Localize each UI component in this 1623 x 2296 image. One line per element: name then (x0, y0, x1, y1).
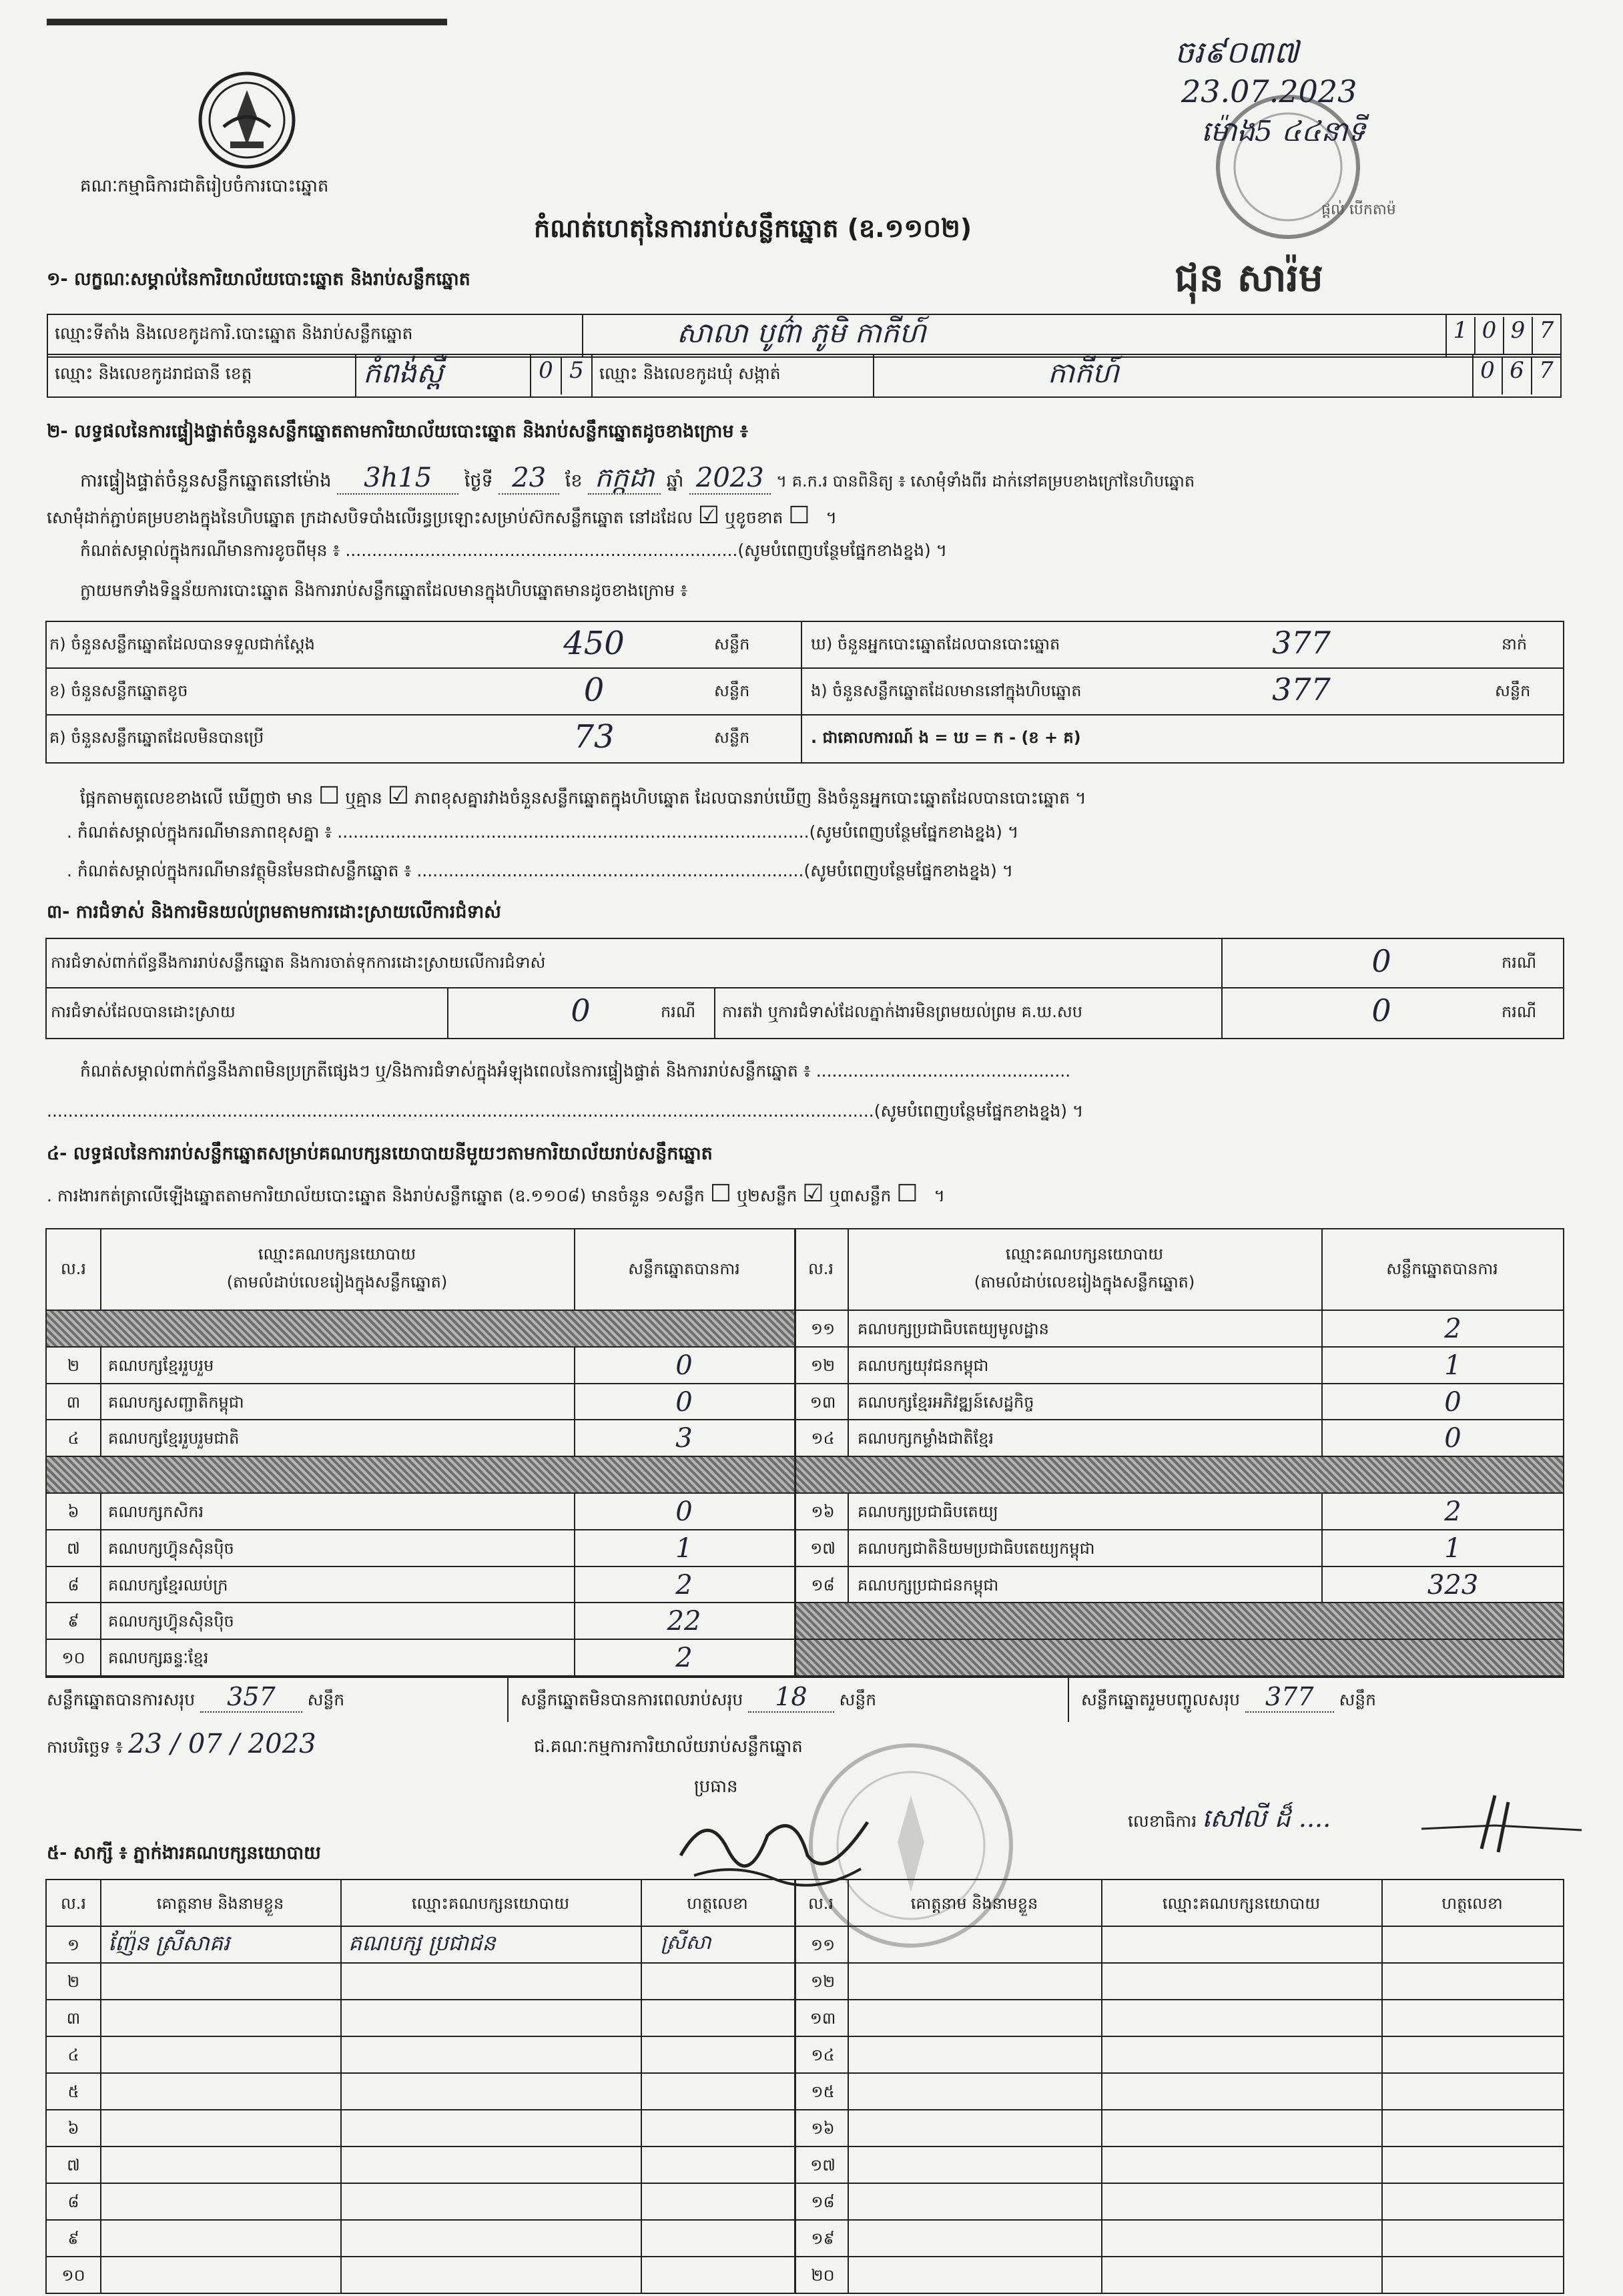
row1-value: សាលា បូព៌ា ភូមិ កាកីហ៍ (583, 314, 1446, 357)
verify-text-c: ខែ (565, 471, 583, 491)
nec-logo-icon (194, 67, 300, 174)
party-votes: 323 (1427, 1569, 1479, 1601)
party-votes: 1 (675, 1532, 693, 1564)
w-left-no-header: ល.រ (60, 1894, 87, 1913)
verify-month: កក្កដា (588, 463, 661, 495)
section3-heading: ៣- ការជំទាស់ និងការមិនយល់ព្រមតាមការដោះស្រាយលើការជំទាស់ (47, 902, 501, 922)
row1-code (1446, 314, 1561, 357)
rejected-value: 0 (1371, 992, 1391, 1029)
result-row (47, 1567, 794, 1604)
party-number: ៧ (67, 1538, 80, 1558)
result-row (796, 1530, 1563, 1567)
witness-row (47, 2110, 794, 2147)
secretary-label: លេខាធិការ (1128, 1811, 1197, 1831)
party-name: គណបក្សសញ្ជាតិកម្ពុជា (108, 1392, 244, 1412)
discrepancy-text-a: ផ្អែកតាមតួលេខខាងលើ ឃើញថា មាន (80, 788, 314, 808)
result-row (796, 1311, 1563, 1348)
tally-pages-text: . ការងារកត់ត្រាលើឡើងឆ្នោតតាមការិយាល័យបោះឆ្នោត និងរាប់សន្លឹកឆ្នោត (ឧ.១១០៨) មានចំនួន ១សន្លឹក (47, 1186, 705, 1205)
witness-number: ១១ (810, 1936, 836, 1954)
witness-number: ២០ (811, 2266, 835, 2285)
count-gho-value: 377 (1272, 625, 1331, 661)
party-name: គណបក្សប្រជាធិបតេយ្យ (858, 1502, 998, 1521)
right-col-votes-header: សន្លឹកឆ្នោតបានការ (1386, 1259, 1498, 1278)
results-table (45, 1228, 1564, 1678)
foreign-object-note: . កំណត់សម្គាល់ក្នុងករណីមានវត្ថុមិនមែនជាសន្លឹកឆ្នោត ៖ .........................................................................(សូមបំពេញបន្ថែមផ្នែកខាងខ្នង) ។ (67, 861, 1014, 880)
party-votes: 0 (675, 1496, 693, 1527)
count-ng-label: ង) ចំនួនសន្លឹកឆ្នោតដែលមាននៅក្នុងហិបឆ្នោត (811, 681, 1082, 700)
verify-time: 3h15 (337, 463, 458, 495)
irregularity-note-end: ............................................................................................................................................................(សូមបំពេញបន្ថែមផ្នែកខាងខ្នង) ។ (47, 1101, 1084, 1121)
party-number: ១២ (810, 1356, 836, 1375)
count-ka-label: ក) ចំនួនសន្លឹកឆ្នោតដែលបានទទួលជាក់ស្តែង (49, 635, 315, 653)
result-row (796, 1603, 1563, 1640)
objection-label: ការជំទាស់ពាក់ព័ន្ធនឹងការរាប់សន្លឹកឆ្នោត និងការចាត់ទុកការដោះស្រាយលើការជំទាស់ (51, 953, 546, 972)
prior-damage-note: កំណត់សម្គាល់ក្នុងករណីមានការខូចពីមុន ៖ ..........................................................................(សូមបំពេញបន្ថែមផ្នែកខាងខ្នង) ។ (80, 541, 948, 560)
org-name: គណៈកម្មាធិការជាតិរៀបចំការបោះឆ្នោត (80, 176, 329, 196)
verify-text-e: ។ គ.ក.រ បានពិនិត្យ ៖ សោមុំទាំងពីរ ដាក់នៅគម្របខាងក្រៅនៃហិបឆ្នោត (776, 472, 1195, 491)
stamp-hand-line-3: ម៉ោង5 ៤៤នាទី (1201, 115, 1366, 148)
totals-divider (507, 1675, 509, 1722)
right-col-no-header: ល.រ (807, 1259, 834, 1278)
party-votes: 3 (675, 1423, 693, 1454)
witness-row (47, 2221, 794, 2257)
witness-row (47, 2000, 794, 2037)
party-name: គណបក្សខ្មែរអភិវឌ្ឍន៍សេដ្ឋកិច្ច (858, 1392, 1034, 1412)
count-formula: . ជាគោលការណ៍ ង = ឃ = ក - (ខ + គ) (811, 728, 1081, 747)
pages-2-checkbox[interactable]: ☑ (802, 1180, 824, 1207)
witness-signature: ស្រីសា (661, 1931, 711, 1954)
received-name: ជុន សារ៉ម (1175, 255, 1323, 300)
witness-number: ១២ (810, 1972, 836, 1991)
discrepancy-none-checkbox[interactable]: ☑ (387, 782, 410, 810)
party-number: ៩ (67, 1612, 79, 1631)
witness-row (47, 2074, 794, 2110)
objection-col-line (447, 987, 448, 1038)
party-number: ២ (67, 1356, 80, 1375)
witness-number: ១៤ (811, 2046, 835, 2064)
date-value: 23 / 07 / 2023 (128, 1729, 316, 1759)
party-number: ១៧ (810, 1538, 836, 1558)
counts-grid (45, 621, 1564, 764)
witness-row (796, 2110, 1563, 2147)
w-right-sign-header: ហត្ថលេខា (1441, 1894, 1503, 1913)
period: ។ (923, 1186, 945, 1205)
discrepancy-has-checkbox[interactable]: ☐ (318, 782, 340, 810)
total-invalid-value: 18 (748, 1682, 834, 1713)
count-ko-unit: សន្លឹក (714, 728, 750, 747)
code-digit: 0 (1476, 317, 1504, 354)
left-col-no-header: ល.រ (60, 1259, 87, 1278)
result-row (47, 1494, 794, 1530)
witness-number: ៧ (67, 2156, 80, 2175)
objection-unit: ករណី (1502, 953, 1537, 972)
party-name: គណបក្សខ្មែររួបរួមជាតិ (108, 1429, 240, 1448)
discrepancy-line (80, 782, 1086, 812)
count-kha-unit: សន្លឹក (714, 681, 750, 700)
party-number: ១៣ (809, 1392, 836, 1412)
result-row (796, 1384, 1563, 1421)
row2-label-commune: ឈ្មោះ និងលេខកូដឃុំ សង្កាត់ (592, 354, 874, 397)
witness-number: ៤ (67, 2046, 79, 2064)
row2-code2 (1473, 354, 1561, 397)
code-digit: 1 (1447, 317, 1476, 354)
witness-number: ៨ (67, 2193, 79, 2211)
pages-1-checkbox[interactable]: ☐ (709, 1180, 732, 1207)
discrepancy-text-b: ឬគ្មាន (345, 788, 382, 808)
witness-row (796, 2000, 1563, 2037)
scan-edge-bar (47, 19, 447, 25)
party-name: គណបក្សឆន្ទៈខ្មែរ (108, 1649, 209, 1668)
date-line (47, 1729, 316, 1761)
total-valid-label: សន្លឹកឆ្នោតបានការសរុប (47, 1690, 196, 1709)
count-kha-label: ខ) ចំនួនសន្លឹកឆ្នោតខូច (49, 681, 188, 700)
form-title: កំណត់ហេតុនៃការរាប់សន្លឹកឆ្នោត (ឧ.១១០២) (534, 214, 972, 243)
row1-label: ឈ្មោះទីតាំង និងលេខកូដការិ.បោះឆ្នោត និងរាប់សន្លឹកឆ្នោត (47, 314, 583, 357)
result-row (796, 1420, 1563, 1457)
party-votes: 0 (1444, 1386, 1462, 1418)
party-number: ១១ (810, 1320, 836, 1338)
objection-col-line (1221, 939, 1223, 1038)
party-votes: 0 (1444, 1423, 1462, 1454)
right-col-party-header: ឈ្មោះគណបក្សនយោបាយ (1005, 1245, 1164, 1263)
result-row (796, 1640, 1563, 1677)
discrepancy-note: . កំណត់សម្គាល់ក្នុងករណីមានភាពខុសគ្នា ៖ .........................................................................................(សូមបំពេញបន្ថែមផ្នែកខាងខ្នង) ។ (67, 822, 1019, 842)
witness-row (47, 2147, 794, 2184)
party-number: ៣ (66, 1392, 81, 1412)
total-all-value: 377 (1245, 1682, 1334, 1713)
w-left-party-header: ឈ្មោះគណបក្សនយោបាយ (411, 1894, 570, 1913)
seal-line (47, 502, 837, 532)
verify-day: 23 (499, 463, 559, 495)
witness-row (796, 2184, 1563, 2221)
w-right-no-header: ល.រ (807, 1894, 834, 1913)
witness-number: ១០ (61, 2266, 85, 2285)
witness-number: ១៨ (811, 2193, 835, 2211)
party-votes: 1 (1444, 1532, 1462, 1564)
rejected-unit: ករណី (1502, 1002, 1537, 1021)
objection-row-line (47, 987, 1563, 988)
result-row (47, 1384, 794, 1421)
party-votes: 2 (1444, 1496, 1462, 1527)
secretary-signature-icon (1415, 1789, 1588, 1855)
objection-value: 0 (1371, 943, 1391, 979)
data-intro: ក្លាយមកទាំងទិន្នន័យការបោះឆ្នោត និងការរាប់សន្លឹកឆ្នោតដែលមានក្នុងហិបឆ្នោតមានដូចខាងក្រោម ៖ (80, 581, 688, 600)
witness-number: ១៦ (811, 2119, 835, 2138)
count-ko-label: គ) ចំនួនសន្លឹកឆ្នោតដែលមិនបានប្រើ (49, 728, 264, 747)
tally-pages-c: ឬ៣សន្លឹក (829, 1186, 892, 1205)
counts-row-line (47, 714, 1563, 715)
party-name: គណបក្សខ្មែរឈប់ក្រ (108, 1575, 228, 1595)
secretary-value: សៅលី ដ៏ .... (1202, 1803, 1331, 1833)
witness-number: ៣ (66, 2009, 81, 2028)
resolved-label: ការជំទាស់ដែលបានដោះស្រាយ (51, 1002, 236, 1021)
result-row (47, 1530, 794, 1567)
tally-pages-line (47, 1180, 945, 1210)
party-number: ១៨ (811, 1575, 835, 1595)
code-digit: 5 (569, 357, 584, 384)
stamp-hand-line-2: 23.07.2023 (1181, 73, 1357, 109)
witness-number: ១៧ (810, 2156, 836, 2175)
witness-number: ៥ (67, 2082, 79, 2101)
party-name: គណបក្សខ្មែររួបរួម (108, 1356, 214, 1375)
witness-number: ៦ (67, 2119, 79, 2138)
total-invalid-label: សន្លឹកឆ្នោតមិនបានការពេលរាប់សរុប (521, 1690, 743, 1709)
code-digit: 7 (1539, 317, 1554, 344)
secretary-line (1128, 1802, 1331, 1839)
witness-row (47, 1927, 794, 1964)
left-col-party-sub: (តាមលំដាប់លេខរៀងក្នុងសន្លឹកឆ្នោត) (226, 1273, 448, 1292)
result-row (796, 1567, 1563, 1604)
stamp-caption: ផ្តល់ បើកតាម៉ (1321, 202, 1396, 218)
section4-heading: ៤- លទ្ធផលនៃការរាប់សន្លឹកឆ្នោតសម្រាប់គណបក្សនយោបាយនីមួយៗតាមការិយាល័យរាប់សន្លឹកឆ្នោត (47, 1143, 713, 1164)
result-row (47, 1420, 794, 1457)
party-number: ៨ (67, 1575, 79, 1595)
date-label: ការបរិច្ឆេទ ៖ (47, 1737, 123, 1757)
total-valid-value: 357 (200, 1682, 302, 1713)
party-name: គណបក្សយុវជនកម្ពុជា (858, 1356, 989, 1375)
witness-number: ១៩ (811, 2229, 835, 2248)
objection-table (45, 938, 1564, 1039)
party-name: គណបក្សហ៊្វុនស៊ិនប៉ិច (108, 1612, 234, 1631)
section1-table-row2 (47, 354, 1562, 398)
result-row (47, 1348, 794, 1384)
section2-heading: ២- លទ្ធផលនៃការផ្ទៀងផ្ទាត់ចំនួនសន្លឹកឆ្នោតតាមការិយាល័យបោះឆ្នោត និងរាប់សន្លឹកឆ្នោតដូចខាងក្រោម ៖ (47, 421, 748, 442)
seal-damaged-text: ឬខូចខាត (725, 508, 783, 527)
count-ng-value: 377 (1272, 671, 1331, 707)
witness-row (47, 1964, 794, 2000)
party-name: គណបក្សកសិករ (108, 1502, 204, 1521)
witness-row (47, 2257, 794, 2294)
party-number: ៤ (67, 1429, 79, 1448)
verify-year: 2023 (689, 463, 771, 495)
witness-name: ញ៉ែន ស្រីសាគរ (108, 1930, 230, 1956)
total-invalid-unit: សន្លឹក (839, 1690, 877, 1709)
counts-row-line (47, 667, 1563, 669)
w-left-sign-header: ហត្ថលេខា (687, 1894, 748, 1913)
witness-number: ១៣ (809, 2009, 836, 2028)
seal-intact-checkbox[interactable]: ☑ (697, 502, 720, 529)
party-votes: 0 (675, 1386, 693, 1418)
chair-label: ប្រធាន (694, 1777, 738, 1797)
witness-row (796, 2037, 1563, 2074)
verify-text-a: ការផ្ទៀងផ្ទាត់ចំនួនសន្លឹកឆ្នោតនៅម៉ោង (80, 471, 332, 491)
resolved-value: 0 (571, 992, 591, 1029)
witness-number: ២ (67, 1972, 80, 1991)
witness-party: គណបក្ស ប្រជាជន (348, 1930, 496, 1956)
section1-table (47, 314, 1562, 358)
seal-damaged-checkbox[interactable]: ☐ (788, 502, 810, 529)
party-number: ៦ (67, 1502, 79, 1521)
w-right-party-header: ឈ្មោះគណបក្សនយោបាយ (1162, 1894, 1321, 1913)
totals-row-invalid (521, 1682, 876, 1714)
party-name: គណបក្សប្រជាជនកម្ពុជា (858, 1575, 999, 1595)
party-votes: 1 (1444, 1350, 1462, 1381)
row2-province-value: កំពង់ស្ពឺ (356, 354, 531, 397)
party-name: គណបក្សប្រជាធិបតេយ្យមូលដ្ឋាន (858, 1320, 1049, 1338)
committee-label: ជ.គណៈកម្មការការិយាល័យរាប់សន្លឹកឆ្នោត (534, 1737, 803, 1757)
left-col-party-header: ឈ្មោះគណបក្សនយោបាយ (258, 1245, 416, 1263)
party-votes: 0 (675, 1350, 693, 1381)
resolved-unit: ករណី (661, 1002, 696, 1021)
party-number: ១៤ (811, 1429, 835, 1448)
totals-divider (1068, 1675, 1069, 1722)
party-number: ១៦ (811, 1502, 835, 1521)
total-valid-unit: សន្លឹក (307, 1690, 345, 1709)
witness-row (796, 2257, 1563, 2294)
result-row (47, 1640, 794, 1677)
count-ng-unit: សន្លឹក (1495, 681, 1531, 700)
totals-row (47, 1682, 344, 1714)
witness-number: ១ (67, 1936, 80, 1954)
party-name: គណបក្សជាតិនិយមប្រជាធិបតេយ្យកម្ពុជា (858, 1538, 1095, 1558)
w-left-name-header: គោត្តនាម និងនាមខ្លួន (156, 1894, 284, 1913)
total-all-unit: សន្លឹក (1339, 1690, 1377, 1709)
result-row (796, 1494, 1563, 1530)
result-row (47, 1457, 794, 1494)
section5-heading: ៥- សាក្សី ៖ ភ្នាក់ងារគណបក្សនយោបាយ (47, 1843, 321, 1863)
verify-text-b: ថ្ងៃទី (464, 471, 493, 491)
total-all-label: សន្លឹកឆ្នោតរួមបញ្ចូលសរុប (1081, 1690, 1241, 1709)
count-gho-unit: នាក់ (1502, 635, 1528, 653)
witness-row (47, 2184, 794, 2221)
row2-commune-value: កាកីហ៍ (874, 354, 1473, 397)
result-row (796, 1348, 1563, 1384)
witness-number: ៩ (67, 2229, 79, 2248)
count-ka-value: 450 (563, 625, 625, 662)
count-gho-label: ឃ) ចំនួនអ្នកបោះឆ្នោតដែលបានបោះឆ្នោត (811, 635, 1060, 653)
party-name: គណបក្សហ៊្វុនស៊ិនប៉ិច (108, 1538, 234, 1558)
code-digit: 6 (1503, 357, 1532, 394)
witness-row (47, 2037, 794, 2074)
objection-col-line (714, 987, 715, 1038)
witness-row (796, 1927, 1563, 1964)
witness-row (796, 2074, 1563, 2110)
verification-line (80, 461, 1195, 500)
count-ko-value: 73 (573, 718, 615, 756)
code-digit: 9 (1504, 317, 1533, 354)
party-votes: 2 (1444, 1314, 1462, 1344)
party-votes: 2 (675, 1643, 693, 1674)
period: ។ (815, 508, 837, 527)
discrepancy-text-c: ភាពខុសគ្នារវាងចំនួនសន្លឹកឆ្នោតក្នុងហិបឆ្នោត ដែលបានរាប់ឃើញ និងចំនួនអ្នកបោះឆ្នោតដែលបានបោះឆ្នោត ។ (414, 788, 1086, 808)
verify-text-d: ឆ្នាំ (666, 471, 684, 491)
stamp-hand-line-1: ចរ៩០៣៧ (1175, 34, 1299, 70)
seal-text: សោមុំដាក់ភ្ជាប់គម្របខាងក្នុងនៃហិបឆ្នោត ក្រដាសបិទបាំងលើរន្ធប្រឡោះសម្រាប់ស៊កសន្លឹកឆ្នោត នៅដដែល (47, 508, 693, 527)
count-ka-unit: សន្លឹក (714, 635, 750, 653)
party-votes: 22 (667, 1606, 701, 1637)
code-digit: 0 (1474, 357, 1503, 394)
w-right-name-header: គោត្តនាម និងនាមខ្លួន (910, 1894, 1038, 1913)
code-digit: 0 (531, 357, 562, 394)
result-row (47, 1603, 794, 1640)
row2-code1 (531, 354, 592, 397)
witness-number: ១៥ (811, 2082, 835, 2101)
witness-table (45, 1879, 1564, 2294)
left-col-votes-header: សន្លឹកឆ្នោតបានការ (628, 1259, 740, 1278)
witness-row (796, 2147, 1563, 2184)
tally-pages-b: ឬ២សន្លឹក (737, 1186, 797, 1205)
result-row (47, 1311, 794, 1348)
totals-row-all (1081, 1682, 1376, 1714)
counts-divider (801, 622, 802, 762)
party-number: ១០ (61, 1649, 85, 1668)
code-digit: 7 (1539, 357, 1554, 384)
witness-row (796, 2221, 1563, 2257)
irregularity-note: កំណត់សម្គាល់ពាក់ព័ន្ធនឹងភាពមិនប្រក្រតីផ្សេងៗ ឬ/និងការជំទាស់ក្នុងអំឡុងពេលនៃការផ្ទៀងផ្ទាត់ និងការរាប់សន្លឹកឆ្នោត ៖ ................................................ (80, 1061, 1071, 1081)
result-row (796, 1457, 1563, 1494)
witness-row (796, 1964, 1563, 2000)
rejected-label: ការតវ៉ា ឬការជំទាស់ដែលភ្នាក់ងារមិនព្រមយល់ព្រម គ.ឃ.សប (722, 1002, 1082, 1021)
count-kha-value: 0 (583, 671, 605, 709)
row2-label-province: ឈ្មោះ និងលេខកូដរាជធានី ខេត្ត (47, 354, 356, 397)
section1-heading: ១- លក្ខណៈសម្គាល់នៃការិយាល័យបោះឆ្នោត និងរាប់សន្លឹកឆ្នោត (47, 269, 470, 290)
party-name: គណបក្សកម្លាំងជាតិខ្មែរ (858, 1429, 994, 1448)
pages-3-checkbox[interactable]: ☐ (896, 1180, 918, 1207)
right-col-party-sub: (តាមលំដាប់លេខរៀងក្នុងសន្លឹកឆ្នោត) (974, 1273, 1195, 1292)
party-votes: 2 (675, 1569, 693, 1601)
